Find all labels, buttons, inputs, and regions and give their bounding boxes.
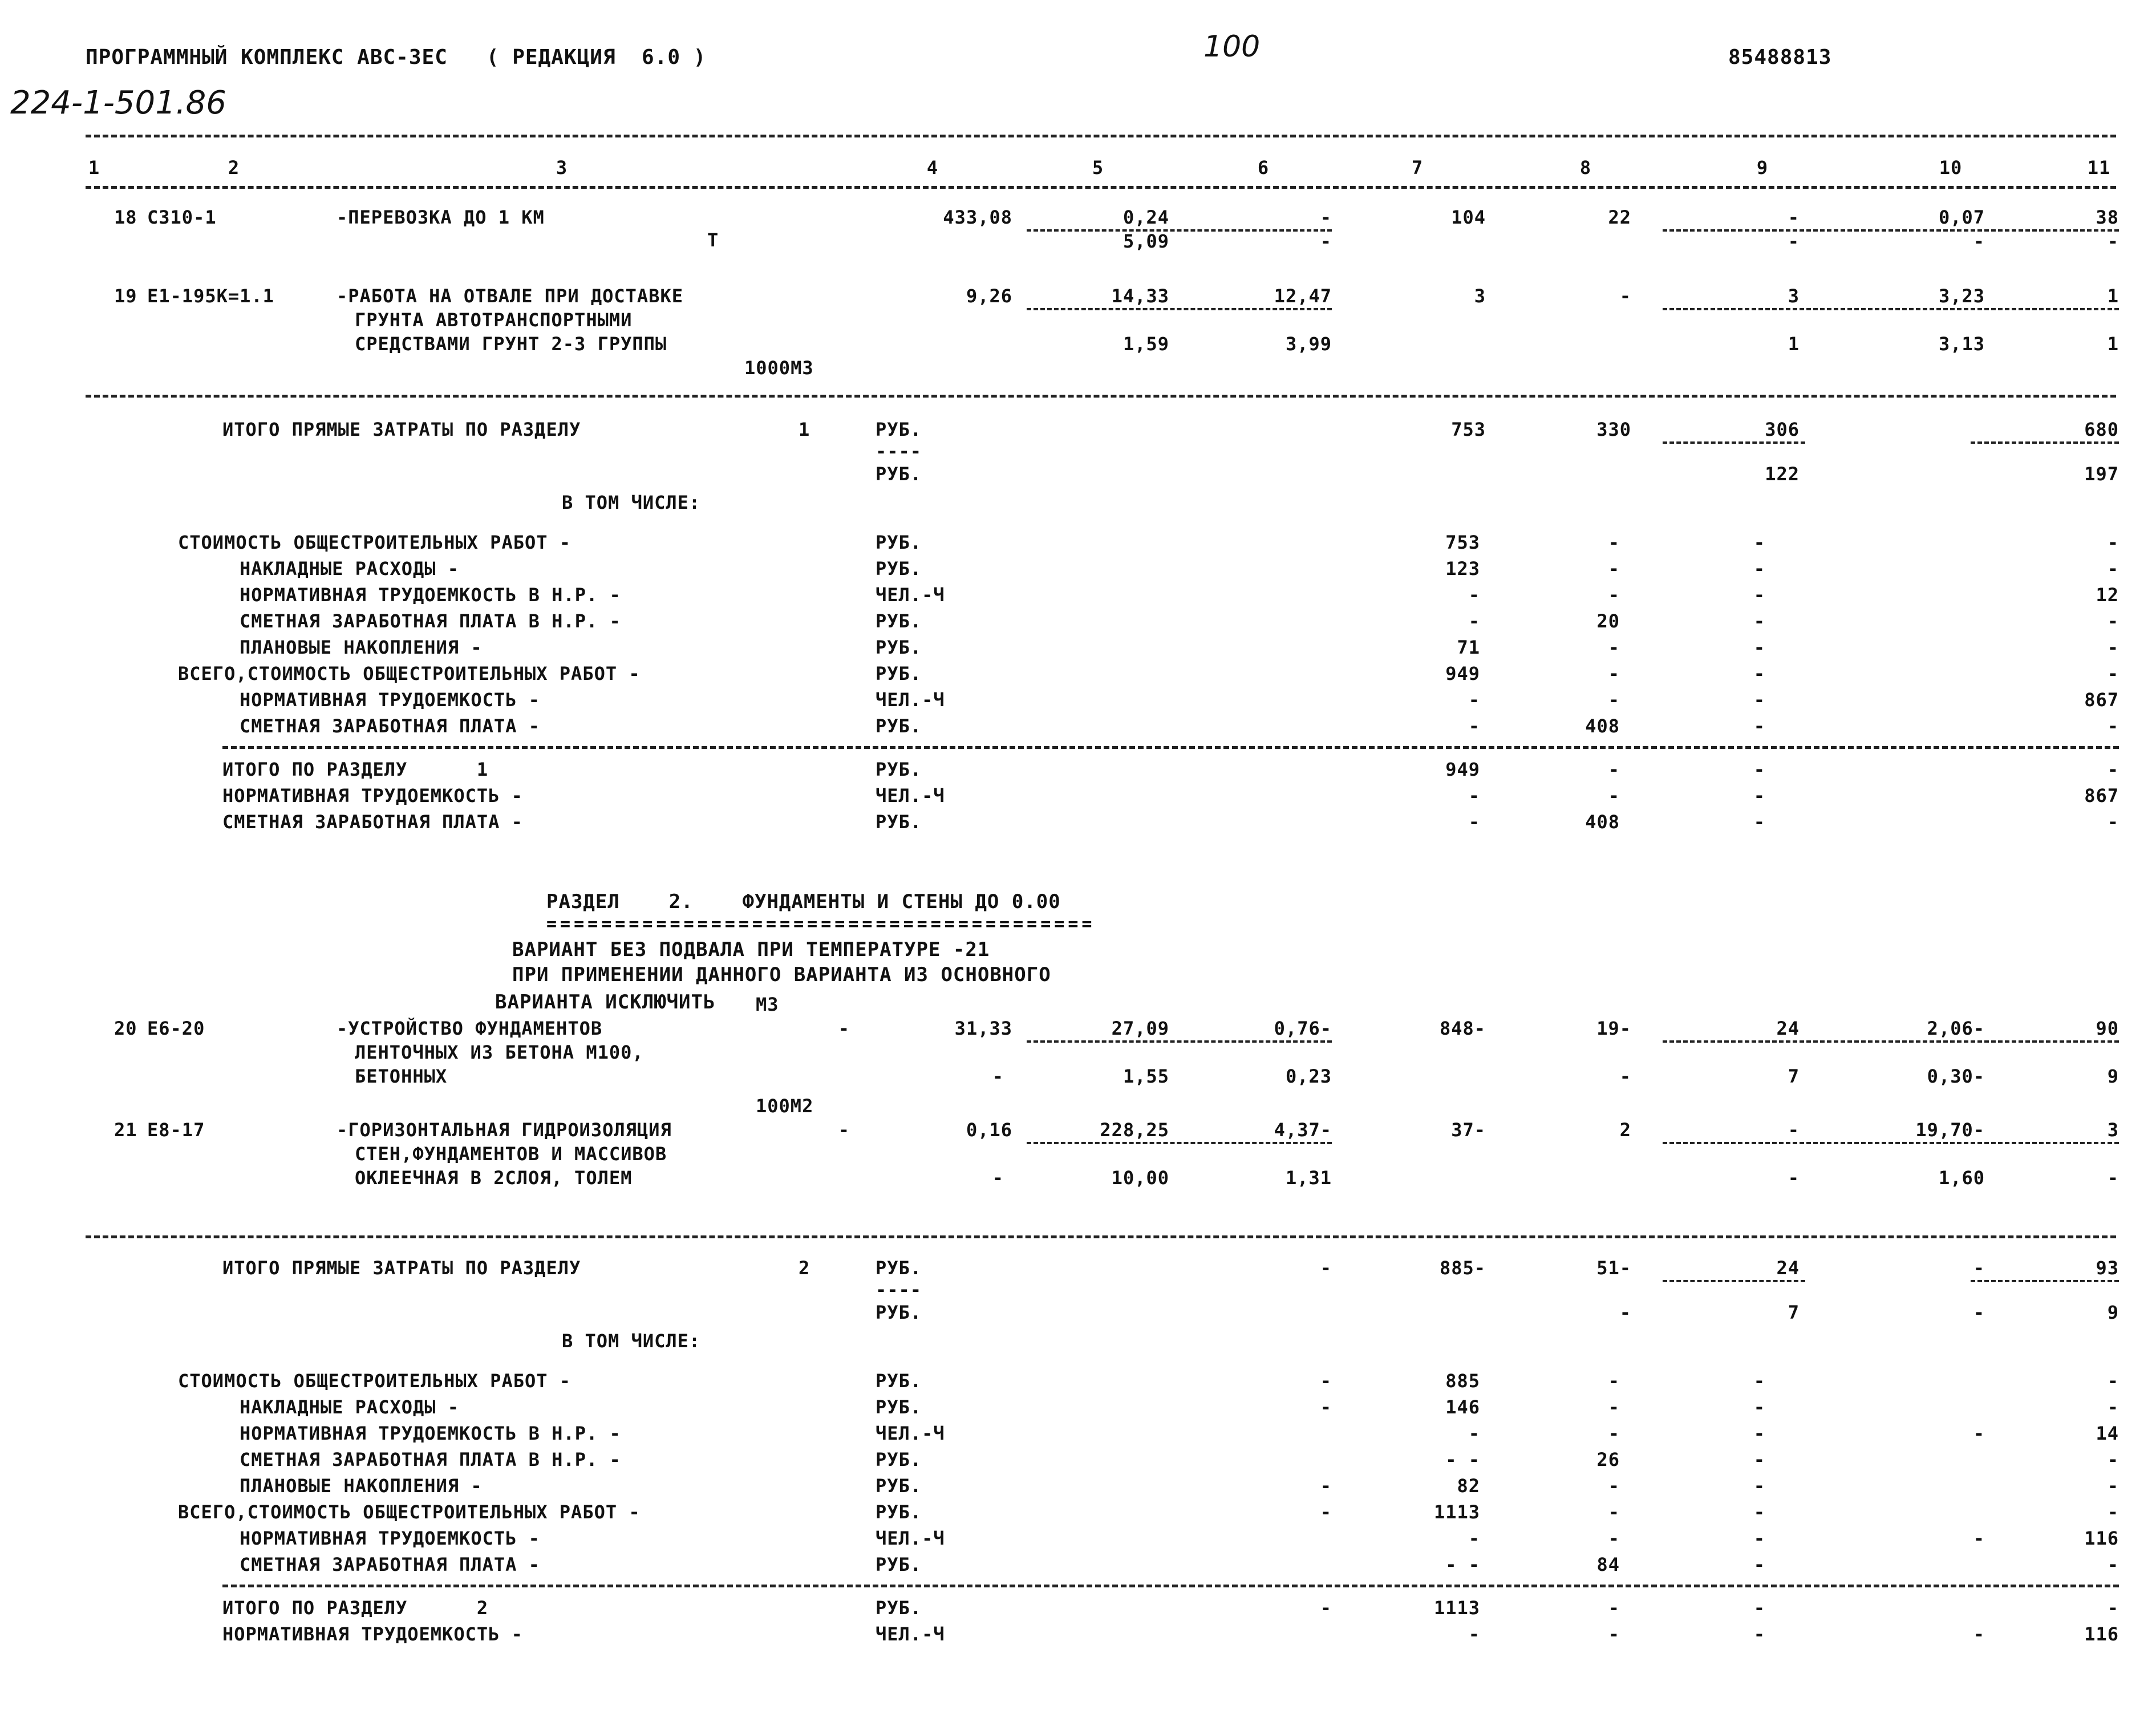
breakdown-col7: 1113 [1433, 1501, 1480, 1523]
row-subrule-9-11 [1663, 1142, 2119, 1144]
breakdown-label: СМЕТНАЯ ЗАРАБОТНАЯ ПЛАТА - [240, 1554, 540, 1575]
row-col3-mark: - [838, 1119, 850, 1141]
breakdown-col7: - [1468, 584, 1480, 606]
row-col10-lower: 3,13 [1938, 333, 1985, 355]
summary-label: ИТОГО ПО РАЗДЕЛУ 2 [222, 1597, 489, 1619]
column-header-6: 6 [1257, 157, 1270, 179]
total-col9-lower: 122 [1765, 463, 1800, 485]
summary-unit: ЧЕЛ.-Ч [876, 1623, 945, 1645]
total-col11-lower: 197 [2084, 463, 2119, 485]
row-number: 20 [114, 1018, 137, 1039]
table-top-rule [86, 135, 2116, 137]
row-code: Е6-20 [147, 1018, 205, 1039]
summary-col8: 408 [1585, 811, 1620, 833]
row-col6: 0,76- [1274, 1018, 1332, 1039]
summary-unit: РУБ. [876, 811, 922, 833]
row-col9-lower: 7 [1788, 1065, 1800, 1087]
row-col6: - [1320, 206, 1332, 228]
breakdown-label: СТОИМОСТЬ ОБЩЕСТРОИТЕЛЬНЫХ РАБОТ - [178, 1370, 572, 1392]
row-col3-mark: - [838, 1018, 850, 1039]
row-col11: 3 [2107, 1119, 2119, 1141]
row-col6-lower: 1,31 [1285, 1167, 1332, 1189]
total-col9-lower: 7 [1788, 1302, 1800, 1323]
breakdown-label: ПЛАНОВЫЕ НАКОПЛЕНИЯ - [240, 1475, 483, 1497]
summary-label: НОРМАТИВНАЯ ТРУДОЕМКОСТЬ - [222, 1623, 523, 1645]
column-header-5: 5 [1092, 157, 1104, 179]
breakdown-col8: - [1608, 1527, 1620, 1549]
breakdown-col11: 14 [2096, 1423, 2119, 1444]
row-col9: - [1788, 1119, 1800, 1141]
row-col8-lower: - [1619, 1065, 1631, 1087]
total-section-number: 2 [799, 1257, 810, 1279]
summary-label: НОРМАТИВНАЯ ТРУДОЕМКОСТЬ - [222, 785, 523, 807]
breakdown-label: НОРМАТИВНАЯ ТРУДОЕМКОСТЬ - [240, 1527, 540, 1549]
row-code: Е1-195К=1.1 [147, 285, 274, 307]
row-col8: 19- [1596, 1018, 1631, 1039]
breakdown-unit: РУБ. [876, 610, 922, 632]
summary-col7: 1113 [1433, 1597, 1480, 1619]
row-col8: 2 [1619, 1119, 1631, 1141]
total-col10-lower: - [1973, 1302, 1985, 1323]
summary-col11: - [2107, 759, 2119, 780]
section1-rule [86, 395, 2116, 398]
row-col4: 31,33 [954, 1018, 1012, 1039]
summary-col10: - [1973, 1623, 1985, 1645]
total-col7: 753 [1451, 419, 1486, 440]
breakdown-col11: - [2107, 1449, 2119, 1470]
breakdown-col7: 71 [1457, 637, 1480, 658]
breakdown-label: ПЛАНОВЫЕ НАКОПЛЕНИЯ - [240, 637, 483, 658]
breakdown-unit: РУБ. [876, 558, 922, 580]
row-col4: 9,26 [966, 285, 1012, 307]
total-subrule-11 [1971, 1280, 2119, 1282]
row-number: 18 [114, 206, 137, 228]
row-col5-lower: 1,59 [1122, 333, 1169, 355]
breakdown-col10: - [1973, 1527, 1985, 1549]
column-header-3: 3 [556, 157, 568, 179]
breakdown-col11: - [2107, 1475, 2119, 1497]
breakdown-col9: - [1753, 1475, 1765, 1497]
total-col9: 24 [1776, 1257, 1800, 1279]
breakdown-col9: - [1753, 1449, 1765, 1470]
breakdown-col11: - [2107, 1501, 2119, 1523]
row-col3-mark: - [992, 1167, 1004, 1189]
row-description-line: М3 [756, 994, 779, 1015]
summary-unit: РУБ. [876, 759, 922, 780]
breakdown-col9: - [1753, 610, 1765, 632]
breakdown-col8: - [1608, 1475, 1620, 1497]
breakdown-col11: - [2107, 663, 2119, 684]
summary-col11: - [2107, 811, 2119, 833]
breakdown-col7: - [1468, 610, 1480, 632]
row-col5: 27,09 [1111, 1018, 1169, 1039]
breakdown-col9: - [1753, 584, 1765, 606]
breakdown-col8: - [1608, 1396, 1620, 1418]
breakdown-col7: 949 [1445, 663, 1480, 684]
breakdown-col11: 116 [2084, 1527, 2119, 1549]
row-number: 21 [114, 1119, 137, 1141]
breakdown-col8: - [1608, 1501, 1620, 1523]
row-col9-lower: - [1788, 1167, 1800, 1189]
total-unit-2: РУБ. [876, 463, 922, 485]
breakdown-unit: ЧЕЛ.-Ч [876, 1527, 945, 1549]
row-subrule-5-6 [1027, 1040, 1332, 1043]
breakdown-col7: 885 [1445, 1370, 1480, 1392]
row-description-line: СТЕН,ФУНДАМЕНТОВ И МАССИВОВ [355, 1143, 667, 1165]
column-header-2: 2 [228, 157, 240, 179]
summary-unit: ЧЕЛ.-Ч [876, 785, 945, 807]
total-subrule-9 [1663, 1280, 1805, 1282]
breakdown-label: ВСЕГО,СТОИМОСТЬ ОБЩЕСТРОИТЕЛЬНЫХ РАБОТ - [178, 1501, 641, 1523]
breakdown-col7: - [1468, 1527, 1480, 1549]
breakdown-col9: - [1753, 1527, 1765, 1549]
breakdown-unit: РУБ. [876, 1449, 922, 1470]
total-label: ИТОГО ПРЯМЫЕ ЗАТРАТЫ ПО РАЗДЕЛУ [222, 1257, 581, 1279]
breakdown-unit: ЧЕЛ.-Ч [876, 584, 945, 606]
breakdown-col7: 753 [1445, 532, 1480, 553]
breakdown-label: СТОИМОСТЬ ОБЩЕСТРОИТЕЛЬНЫХ РАБОТ - [178, 532, 572, 553]
breakdown-col9: - [1753, 1396, 1765, 1418]
breakdown-col8: 20 [1596, 610, 1620, 632]
row-subrule-9-11 [1663, 229, 2119, 232]
breakdown-unit: ЧЕЛ.-Ч [876, 689, 945, 711]
breakdown-unit: РУБ. [876, 1396, 922, 1418]
summary-col8: - [1608, 785, 1620, 807]
section2-title: РАЗДЕЛ 2. ФУНДАМЕНТЫ И СТЕНЫ ДО 0.00 [546, 890, 1061, 913]
row-col11: 38 [2096, 206, 2119, 228]
row-col3-mark: - [992, 1065, 1004, 1087]
row-col4: 0,16 [966, 1119, 1012, 1141]
row-description-line: БЕТОННЫХ [355, 1065, 448, 1087]
row-subrule-5-6 [1027, 308, 1332, 310]
row-col11-lower: - [2107, 230, 2119, 252]
row-col5-lower: 1,55 [1122, 1065, 1169, 1087]
breakdown-col7: - [1468, 715, 1480, 737]
row-col6-lower: - [1320, 230, 1332, 252]
breakdown-col11: - [2107, 1396, 2119, 1418]
breakdown-col7: - - [1445, 1554, 1480, 1575]
breakdown-label: ВСЕГО,СТОИМОСТЬ ОБЩЕСТРОИТЕЛЬНЫХ РАБОТ - [178, 663, 641, 684]
row-col10: 0,07 [1938, 206, 1985, 228]
row-description-line: СРЕДСТВАМИ ГРУНТ 2-3 ГРУППЫ [355, 333, 667, 355]
breakdown-col11: 867 [2084, 689, 2119, 711]
row-description-line: 100М2 [756, 1095, 814, 1117]
breakdown-unit: РУБ. [876, 1554, 922, 1575]
breakdown-col9: - [1753, 1423, 1765, 1444]
row-col5: 228,25 [1100, 1119, 1169, 1141]
breakdown-col7: - [1468, 1423, 1480, 1444]
section2-underline: ======================================== [546, 914, 1096, 934]
row-col9: - [1788, 206, 1800, 228]
column-header-8: 8 [1579, 157, 1592, 179]
row-col8: - [1619, 285, 1631, 307]
row-description-line: ГРУНТА АВТОТРАНСПОРТНЫМИ [355, 309, 633, 331]
row-col5-lower: 10,00 [1111, 1167, 1169, 1189]
row-col11-lower: 9 [2107, 1065, 2119, 1087]
summary-col11: - [2107, 1597, 2119, 1619]
breakdown-unit: РУБ. [876, 1370, 922, 1392]
breakdown-col7: 82 [1457, 1475, 1480, 1497]
total-unit-dash: ---- [876, 1279, 922, 1300]
summary-unit: РУБ. [876, 1597, 922, 1619]
total-col6: - [1320, 1257, 1332, 1279]
row-col10: 3,23 [1938, 285, 1985, 307]
column-header-7: 7 [1411, 157, 1424, 179]
breakdown-col8: - [1608, 663, 1620, 684]
handwritten-reference: 224-1-501.86 [10, 84, 226, 121]
row-description-line: -УСТРОЙСТВО ФУНДАМЕНТОВ [337, 1018, 603, 1039]
column-header-1: 1 [88, 157, 100, 179]
breakdown-label: СМЕТНАЯ ЗАРАБОТНАЯ ПЛАТА В Н.Р. - [240, 1449, 621, 1470]
breakdown-col9: - [1753, 663, 1765, 684]
row-col6-lower: 0,23 [1285, 1065, 1332, 1087]
breakdown-unit: РУБ. [876, 637, 922, 658]
breakdown-col7: 123 [1445, 558, 1480, 580]
summary-col11: 867 [2084, 785, 2119, 807]
breakdown-col9: - [1753, 689, 1765, 711]
row-description-line: ЛЕНТОЧНЫХ ИЗ БЕТОНА М100, [355, 1042, 644, 1063]
column-header-9: 9 [1756, 157, 1769, 179]
total-col8: 330 [1596, 419, 1631, 440]
row-col10-lower: 0,30- [1927, 1065, 1985, 1087]
summary-col9: - [1753, 811, 1765, 833]
page-number: 100 [1203, 30, 1261, 64]
summary-col8: - [1608, 1597, 1620, 1619]
breakdown-label: СМЕТНАЯ ЗАРАБОТНАЯ ПЛАТА - [240, 715, 540, 737]
summary-col9: - [1753, 1597, 1765, 1619]
summary-label: ИТОГО ПО РАЗДЕЛУ 1 [222, 759, 489, 780]
total-col8: 51- [1596, 1257, 1631, 1279]
total-unit: РУБ. [876, 419, 922, 440]
row-col7: 104 [1451, 206, 1486, 228]
section2-note-2: ПРИ ПРИМЕНЕНИИ ДАННОГО ВАРИАНТА ИЗ ОСНОВНОГО [512, 963, 1051, 986]
section2-note-3: ВАРИАНТА ИСКЛЮЧИТЬ [495, 991, 716, 1014]
breakdown-col8: - [1608, 689, 1620, 711]
breakdown-col6: - [1320, 1501, 1332, 1523]
row-col10: 19,70- [1915, 1119, 1985, 1141]
breakdown-unit: РУБ. [876, 1501, 922, 1523]
row-col6: 4,37- [1274, 1119, 1332, 1141]
row-col7: 37- [1451, 1119, 1486, 1141]
breakdown-col11: - [2107, 532, 2119, 553]
row-description-line: -ГОРИЗОНТАЛЬНАЯ ГИДРОИЗОЛЯЦИЯ [337, 1119, 672, 1141]
summary-rule [222, 1585, 2119, 1587]
row-col6: 12,47 [1274, 285, 1332, 307]
summary-col7: - [1468, 785, 1480, 807]
breakdown-label: НАКЛАДНЫЕ РАСХОДЫ - [240, 558, 460, 580]
breakdown-label: НАКЛАДНЫЕ РАСХОДЫ - [240, 1396, 460, 1418]
row-col11-lower: 1 [2107, 333, 2119, 355]
summary-col9: - [1753, 1623, 1765, 1645]
row-col7: 848- [1439, 1018, 1486, 1039]
breakdown-label: НОРМАТИВНАЯ ТРУДОЕМКОСТЬ В Н.Р. - [240, 1423, 621, 1444]
row-subrule-5-6 [1027, 1142, 1332, 1144]
row-code: Е8-17 [147, 1119, 205, 1141]
row-col11: 90 [2096, 1018, 2119, 1039]
row-col7: 3 [1474, 285, 1486, 307]
breakdown-col11: 12 [2096, 584, 2119, 606]
breakdown-col8: - [1608, 532, 1620, 553]
row-col9-lower: 1 [1788, 333, 1800, 355]
breakdown-label: НОРМАТИВНАЯ ТРУДОЕМКОСТЬ В Н.Р. - [240, 584, 621, 606]
summary-label: СМЕТНАЯ ЗАРАБОТНАЯ ПЛАТА - [222, 811, 523, 833]
total-unit: РУБ. [876, 1257, 922, 1279]
summary-col11: 116 [2084, 1623, 2119, 1645]
breakdown-col9: - [1753, 558, 1765, 580]
breakdown-col6: - [1320, 1396, 1332, 1418]
column-header-4: 4 [926, 157, 939, 179]
row-subrule-5-6 [1027, 229, 1332, 232]
total-col11: 680 [2084, 419, 2119, 440]
breakdown-col8: - [1608, 584, 1620, 606]
summary-col8: - [1608, 759, 1620, 780]
row-col8: 22 [1608, 206, 1631, 228]
total-col10: - [1973, 1257, 1985, 1279]
summary-col9: - [1753, 785, 1765, 807]
including-label: В ТОМ ЧИСЛЕ: [562, 1330, 701, 1352]
breakdown-col7: - [1468, 689, 1480, 711]
breakdown-unit: ЧЕЛ.-Ч [876, 1423, 945, 1444]
column-header-11: 11 [2087, 157, 2111, 179]
breakdown-col8: - [1608, 637, 1620, 658]
row-description-line: -РАБОТА НА ОТВАЛЕ ПРИ ДОСТАВКЕ [337, 285, 683, 307]
row-description-line: Т [707, 229, 719, 251]
breakdown-col8: - [1608, 558, 1620, 580]
document-code: 85488813 [1728, 46, 1832, 69]
breakdown-unit: РУБ. [876, 532, 922, 553]
row-col11: 1 [2107, 285, 2119, 307]
breakdown-col8: - [1608, 1370, 1620, 1392]
breakdown-col9: - [1753, 532, 1765, 553]
breakdown-unit: РУБ. [876, 715, 922, 737]
breakdown-col11: - [2107, 715, 2119, 737]
summary-rule [222, 746, 2119, 749]
row-col9-lower: - [1788, 230, 1800, 252]
total-col11-lower: 9 [2107, 1302, 2119, 1323]
total-col7: 885- [1439, 1257, 1486, 1279]
breakdown-col11: - [2107, 1554, 2119, 1575]
column-header-10: 10 [1939, 157, 1963, 179]
row-col10-lower: 1,60 [1938, 1167, 1985, 1189]
summary-col9: - [1753, 759, 1765, 780]
breakdown-unit: РУБ. [876, 663, 922, 684]
breakdown-col11: - [2107, 637, 2119, 658]
breakdown-col7: - - [1445, 1449, 1480, 1470]
total-unit-dash: ---- [876, 440, 922, 462]
row-col11-lower: - [2107, 1167, 2119, 1189]
row-description-line: 1000М3 [744, 357, 814, 379]
row-col5-lower: 5,09 [1122, 230, 1169, 252]
breakdown-col8: 84 [1596, 1554, 1620, 1575]
breakdown-col11: - [2107, 1370, 2119, 1392]
breakdown-col11: - [2107, 558, 2119, 580]
row-col9: 24 [1776, 1018, 1800, 1039]
row-code: С310-1 [147, 206, 217, 228]
program-header: ПРОГРАММНЫЙ КОМПЛЕКС АВС-3ЕС ( РЕДАКЦИЯ 6.0 ) [86, 46, 707, 69]
breakdown-col11: - [2107, 610, 2119, 632]
total-col9: 306 [1765, 419, 1800, 440]
breakdown-col8: 408 [1585, 715, 1620, 737]
breakdown-col8: 26 [1596, 1449, 1620, 1470]
row-col9: 3 [1788, 285, 1800, 307]
column-header-rule [86, 186, 2116, 189]
breakdown-col9: - [1753, 1501, 1765, 1523]
summary-col8: - [1608, 1623, 1620, 1645]
summary-col6: - [1320, 1597, 1332, 1619]
total-subrule-11 [1971, 441, 2119, 444]
breakdown-col9: - [1753, 1370, 1765, 1392]
total-col11: 93 [2096, 1257, 2119, 1279]
breakdown-col6: - [1320, 1370, 1332, 1392]
row-col4: 433,08 [943, 206, 1012, 228]
breakdown-col8: - [1608, 1423, 1620, 1444]
row-col6-lower: 3,99 [1285, 333, 1332, 355]
total-label: ИТОГО ПРЯМЫЕ ЗАТРАТЫ ПО РАЗДЕЛУ [222, 419, 581, 440]
total-unit-2: РУБ. [876, 1302, 922, 1323]
summary-col7: - [1468, 1623, 1480, 1645]
row-description-line: -ПЕРЕВОЗКА ДО 1 КМ [337, 206, 545, 228]
total-section-number: 1 [799, 419, 810, 440]
breakdown-col9: - [1753, 715, 1765, 737]
row-subrule-9-11 [1663, 308, 2119, 310]
total-subrule-9 [1663, 441, 1805, 444]
breakdown-col6: - [1320, 1475, 1332, 1497]
row-col5: 14,33 [1111, 285, 1169, 307]
breakdown-label: СМЕТНАЯ ЗАРАБОТНАЯ ПЛАТА В Н.Р. - [240, 610, 621, 632]
section2-note-1: ВАРИАНТ БЕЗ ПОДВАЛА ПРИ ТЕМПЕРАТУРЕ -21 [512, 938, 990, 961]
breakdown-unit: РУБ. [876, 1475, 922, 1497]
breakdown-col10: - [1973, 1423, 1985, 1444]
row-col10: 2,06- [1927, 1018, 1985, 1039]
row-col5: 0,24 [1122, 206, 1169, 228]
section2-rule [86, 1235, 2116, 1238]
row-number: 19 [114, 285, 137, 307]
summary-col7: - [1468, 811, 1480, 833]
breakdown-col9: - [1753, 1554, 1765, 1575]
breakdown-label: НОРМАТИВНАЯ ТРУДОЕМКОСТЬ - [240, 689, 540, 711]
row-description-line: ОКЛЕЕЧНАЯ В 2СЛОЯ, ТОЛЕМ [355, 1167, 633, 1189]
row-subrule-9-11 [1663, 1040, 2119, 1043]
breakdown-col7: 146 [1445, 1396, 1480, 1418]
including-label: В ТОМ ЧИСЛЕ: [562, 492, 701, 513]
total-col8-lower: - [1619, 1302, 1631, 1323]
breakdown-col9: - [1753, 637, 1765, 658]
summary-col7: 949 [1445, 759, 1480, 780]
row-col10-lower: - [1973, 230, 1985, 252]
